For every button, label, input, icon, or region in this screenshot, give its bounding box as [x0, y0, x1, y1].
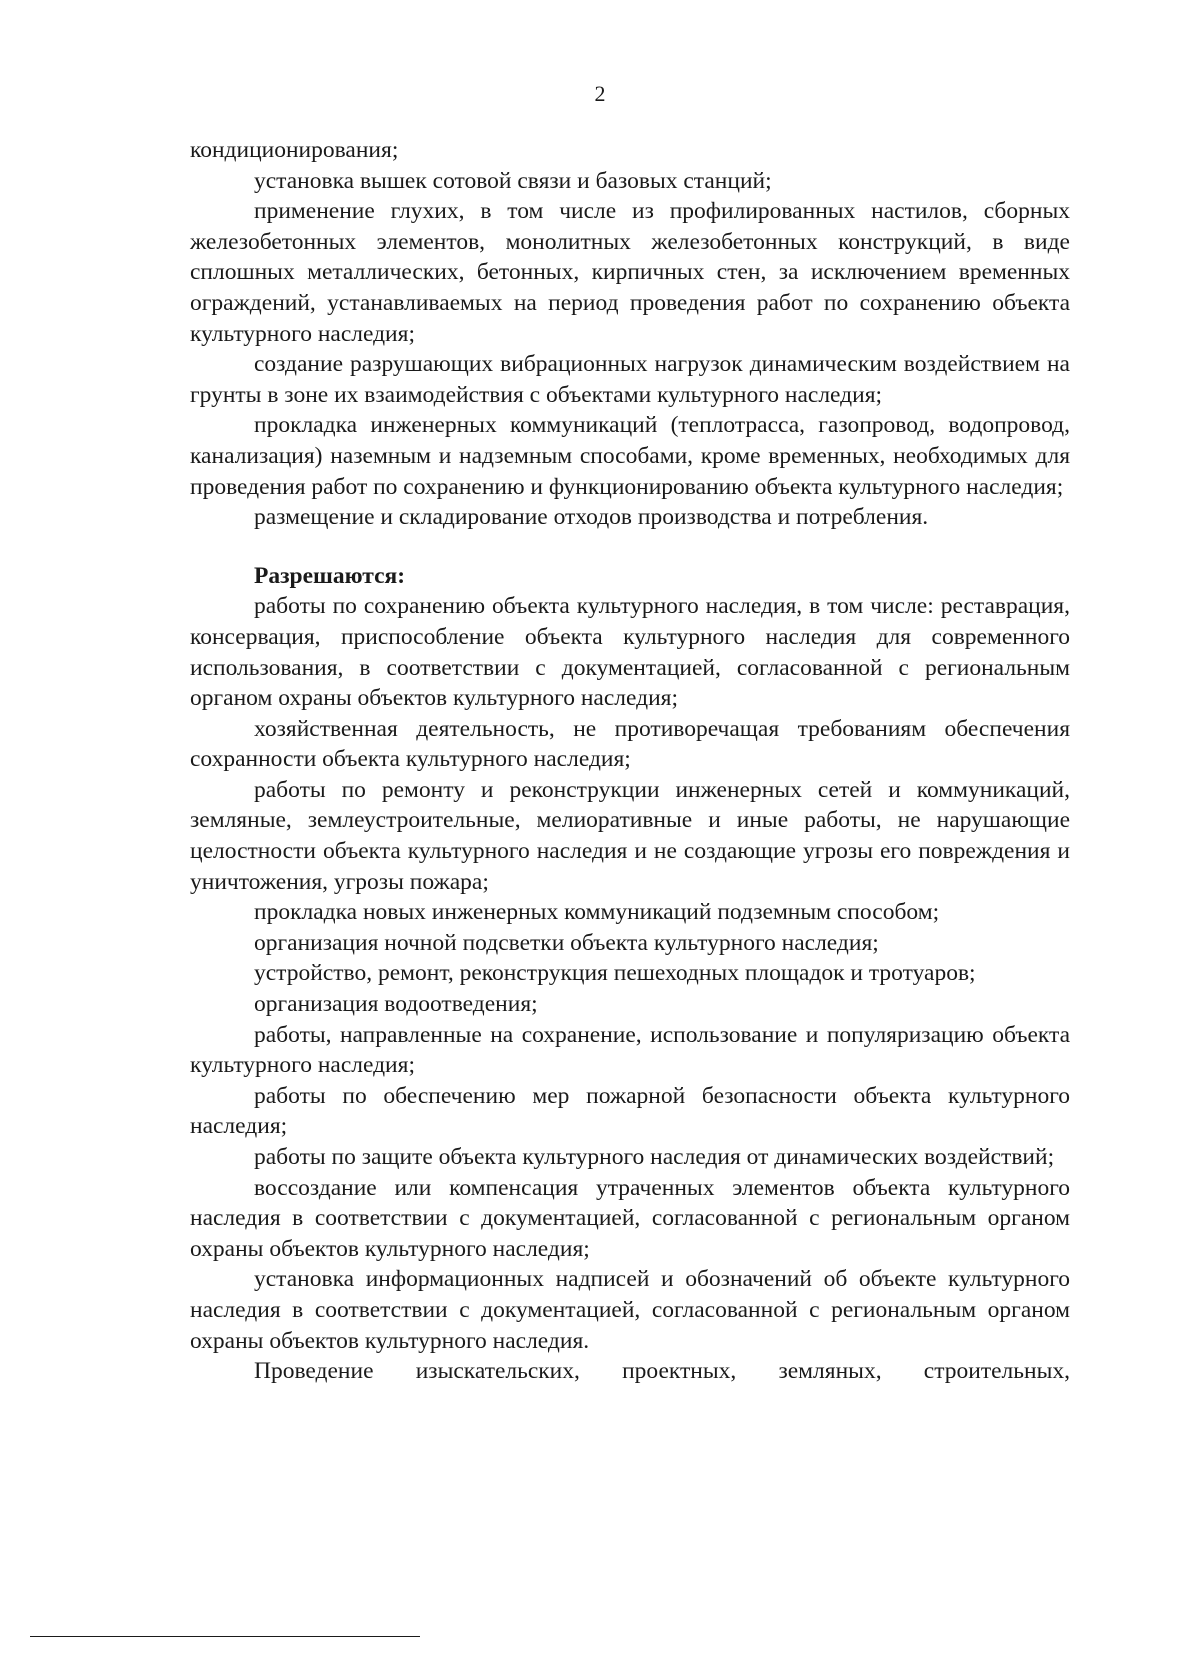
allowed-item: работы по сохранению объекта культурного наследия, в том числе: реставрация, консервация, приспособление объекта культурного наследия для современного использования, в соответствии с документацией, согласованной с региональным органом охраны объектов культурного наследия; [190, 593, 1070, 712]
prohibited-item: создание разрушающих вибрационных нагрузок динамическим воздействием на грунты в зоне их взаимодействия с объектами культурного наследия; [190, 351, 1070, 408]
allowed-item: хозяйственная деятельность, не противоречащая требованиям обеспечения сохранности объекта культурного наследия; [190, 715, 1070, 773]
continuation-paragraph: Проведение изыскательских, проектных, земляных, строительных, [254, 1358, 1070, 1385]
allowed-item: устройство, ремонт, реконструкция пешеходных площадок и тротуаров; [254, 960, 976, 987]
allowed-item: работы, направленные на сохранение, использование и популяризацию объекта культурного наследия; [190, 1021, 1070, 1079]
prohibited-item: прокладка инженерных коммуникаций (теплотрасса, газопровод, водопровод, канализация) наземным и надземным способами, кроме временных, необходимых для проведения работ по сохранению и функционированию объекта культурного наследия; [190, 412, 1070, 500]
allowed-heading: Разрешаются: [254, 562, 406, 589]
prohibited-item: установка вышек сотовой связи и базовых станций; [254, 167, 772, 194]
allowed-item: прокладка новых инженерных коммуникаций подземным способом; [254, 899, 940, 926]
footnote-separator-line [30, 1636, 420, 1637]
page-number: 2 [594, 81, 606, 106]
allowed-item: воссоздание или компенсация утраченных элементов объекта культурного наследия в соответствии с документацией, согласованной с региональным органом охраны объектов культурного наследия; [190, 1174, 1070, 1262]
allowed-item: работы по обеспечению мер пожарной безопасности объекта культурного наследия; [190, 1082, 1070, 1140]
allowed-item: работы по ремонту и реконструкции инженерных сетей и коммуникаций, земляные, землеустроительные, мелиоративные и иные работы, не нарушающие целостности объекта культурного наследия и не создающие угрозы его повреждения и уничтожения, угрозы пожара; [190, 776, 1070, 895]
allowed-item: установка информационных надписей и обозначений об объекте культурного наследия в соответствии с документацией, согласованной с региональным органом охраны объектов культурного наследия. [190, 1266, 1070, 1354]
prohibited-item: размещение и складирование отходов производства и потребления. [254, 504, 929, 531]
prohibited-item-continuation: кондиционирования; [190, 137, 399, 163]
allowed-item: организация ночной подсветки объекта культурного наследия; [254, 929, 879, 956]
allowed-item: организация водоотведения; [254, 991, 538, 1018]
prohibited-item: применение глухих, в том числе из профилированных настилов, сборных железобетонных элементов, монолитных железобетонных конструкций, в виде сплошных металлических, бетонных, кирпичных стен, за исключением временных ограждений, устанавливаемых на период проведения работ по сохранению объекта культурного наследия; [190, 198, 1070, 347]
document-body [190, 135, 1070, 1387]
allowed-item: работы по защите объекта культурного наследия от динамических воздействий; [254, 1144, 1055, 1170]
